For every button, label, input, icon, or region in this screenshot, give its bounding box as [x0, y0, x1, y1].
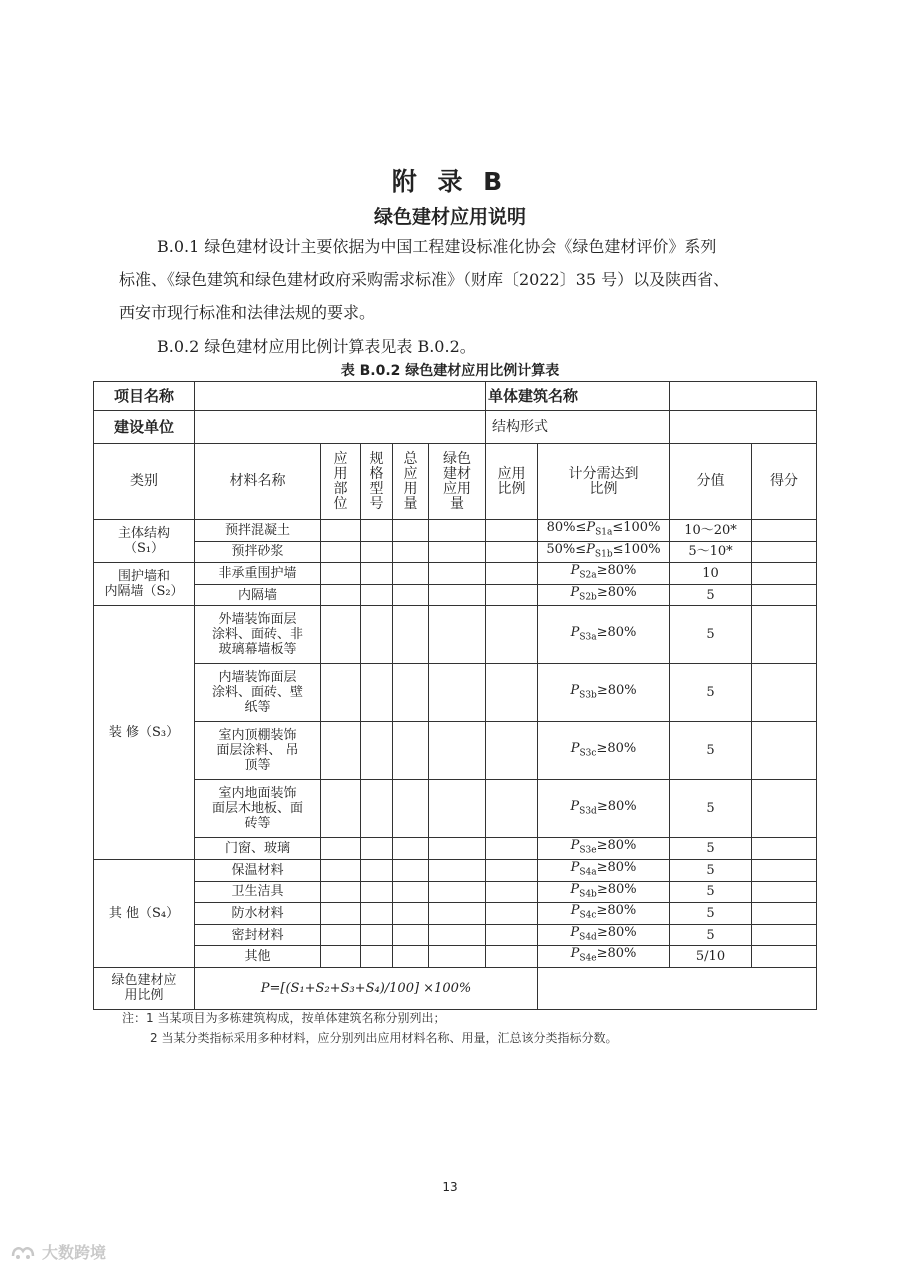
structure-label: 结构形式 — [486, 411, 670, 444]
empty-cell — [429, 903, 486, 925]
empty-cell — [429, 664, 486, 722]
header-spec: 规 格 型 号 — [361, 444, 393, 520]
material-name: 外墙装饰面层 涂料、面砖、非 玻璃幕墙板等 — [195, 606, 321, 664]
empty-cell — [393, 664, 429, 722]
material-name: 非承重围护墙 — [195, 563, 321, 585]
score-value: 5 — [670, 606, 752, 664]
required-ratio: $80\%\le P_{S1a}\le 100\%$ — [538, 520, 670, 542]
category-s1: 主体结构 （S₁） — [94, 520, 195, 563]
table-row — [94, 541, 817, 563]
required-ratio: $50\%\le P_{S1b}\le 100\%$ — [538, 541, 670, 563]
empty-cell — [393, 838, 429, 860]
empty-cell — [361, 722, 393, 780]
ratio-value — [538, 967, 817, 1009]
empty-cell — [321, 838, 361, 860]
table-caption: 表 B.0.2 绿色建材应用比例计算表 — [340, 363, 560, 379]
empty-cell — [429, 881, 486, 903]
empty-cell — [393, 563, 429, 585]
empty-cell — [321, 946, 361, 968]
table-row — [94, 382, 817, 411]
empty-cell — [486, 780, 538, 838]
table-row — [94, 881, 817, 903]
empty-cell — [393, 780, 429, 838]
empty-cell — [393, 946, 429, 968]
table-row — [94, 722, 817, 780]
paragraph-b01 — [119, 230, 819, 329]
building-name-label: 单体建筑名称 — [486, 382, 670, 411]
empty-cell — [393, 859, 429, 881]
score-value: 5 — [670, 924, 752, 946]
required-ratio: $P_{S4e}\ge 80\%$ — [538, 946, 670, 968]
material-name: 室内地面装饰 面层木地板、面 砖等 — [195, 780, 321, 838]
table-row — [94, 584, 817, 606]
empty-cell — [321, 664, 361, 722]
empty-cell — [393, 881, 429, 903]
required-ratio: $P_{S4b}\ge 80\%$ — [538, 881, 670, 903]
empty-cell — [429, 838, 486, 860]
score-value: 10～20* — [670, 520, 752, 542]
required-ratio: $P_{S3c}\ge 80\%$ — [538, 722, 670, 780]
material-name: 预拌砂浆 — [195, 541, 321, 563]
header-score: 得分 — [752, 444, 817, 520]
empty-cell — [321, 606, 361, 664]
empty-cell — [393, 606, 429, 664]
empty-cell — [321, 541, 361, 563]
material-name: 保温材料 — [195, 859, 321, 881]
header-green-amount: 绿色 建材 应用 量 — [429, 444, 486, 520]
note-2: 2 当某分类指标采用多种材料，应分别列出应用材料名称、用量，汇总该分类指标分数。 — [150, 1031, 618, 1045]
empty-cell — [429, 584, 486, 606]
material-name: 内墙装饰面层 涂料、面砖、壁 纸等 — [195, 664, 321, 722]
empty-cell — [486, 924, 538, 946]
empty-cell — [486, 541, 538, 563]
material-name: 室内顶棚装饰 面层涂料、 吊 顶等 — [195, 722, 321, 780]
empty-cell — [321, 859, 361, 881]
page-number: 13 — [442, 1180, 458, 1194]
table-row — [94, 664, 817, 722]
score-cell — [752, 924, 817, 946]
empty-cell — [393, 924, 429, 946]
paragraph-b02: B.0.2 绿色建材应用比例计算表见表 B.0.2。 — [157, 337, 476, 356]
empty-cell — [486, 606, 538, 664]
empty-cell — [393, 541, 429, 563]
empty-cell — [321, 780, 361, 838]
empty-cell — [321, 520, 361, 542]
category-s2: 围护墙和 内隔墙（S₂） — [94, 563, 195, 606]
material-name: 卫生洁具 — [195, 881, 321, 903]
empty-cell — [486, 722, 538, 780]
paragraph-line: 西安市现行标准和法律法规的要求。 — [119, 303, 376, 322]
score-cell — [752, 722, 817, 780]
score-value: 5 — [670, 859, 752, 881]
empty-cell — [361, 881, 393, 903]
score-value: 5 — [670, 838, 752, 860]
empty-cell — [429, 520, 486, 542]
project-name-value — [195, 382, 486, 411]
empty-cell — [393, 722, 429, 780]
empty-cell — [321, 881, 361, 903]
ratio-label: 绿色建材应 用比例 — [94, 967, 195, 1009]
empty-cell — [361, 859, 393, 881]
required-ratio: $P_{S3b}\ge 80\%$ — [538, 664, 670, 722]
score-cell — [752, 838, 817, 860]
table-row — [94, 903, 817, 925]
score-cell — [752, 520, 817, 542]
empty-cell — [361, 541, 393, 563]
material-name: 其他 — [195, 946, 321, 968]
required-ratio: $P_{S4d}\ge 80\%$ — [538, 924, 670, 946]
empty-cell — [361, 924, 393, 946]
empty-cell — [393, 520, 429, 542]
empty-cell — [429, 859, 486, 881]
empty-cell — [486, 664, 538, 722]
empty-cell — [429, 924, 486, 946]
category-s3: 装 修（S₃） — [94, 606, 195, 860]
required-ratio: $P_{S4a}\ge 80\%$ — [538, 859, 670, 881]
required-ratio: $P_{S3d}\ge 80\%$ — [538, 780, 670, 838]
empty-cell — [321, 903, 361, 925]
required-ratio: $P_{S2b}\ge 80\%$ — [538, 584, 670, 606]
project-name-label: 项目名称 — [94, 382, 195, 411]
required-ratio: $P_{S3e}\ge 80\%$ — [538, 838, 670, 860]
material-name: 内隔墙 — [195, 584, 321, 606]
empty-cell — [429, 780, 486, 838]
header-total: 总 应 用 量 — [393, 444, 429, 520]
building-name-value — [670, 382, 817, 411]
appendix-title: 附 录 B — [391, 167, 509, 196]
watermark-logo-icon — [10, 1242, 36, 1262]
score-cell — [752, 946, 817, 968]
category-s4: 其 他（S₄） — [94, 859, 195, 967]
table-row — [94, 924, 817, 946]
empty-cell — [486, 881, 538, 903]
empty-cell — [486, 584, 538, 606]
empty-cell — [429, 563, 486, 585]
score-value: 5 — [670, 881, 752, 903]
table-notes — [122, 1008, 617, 1048]
empty-cell — [486, 903, 538, 925]
score-cell — [752, 903, 817, 925]
score-cell — [752, 859, 817, 881]
empty-cell — [321, 924, 361, 946]
watermark-text: 大数跨境 — [42, 1243, 107, 1262]
empty-cell — [393, 584, 429, 606]
empty-cell — [321, 563, 361, 585]
header-apply-part: 应 用 部 位 — [321, 444, 361, 520]
empty-cell — [361, 664, 393, 722]
score-cell — [752, 563, 817, 585]
score-value: 5 — [670, 584, 752, 606]
watermark — [10, 1240, 106, 1263]
empty-cell — [361, 584, 393, 606]
green-material-table — [93, 381, 817, 1010]
appendix-subtitle: 绿色建材应用说明 — [373, 206, 526, 228]
material-name: 门窗、玻璃 — [195, 838, 321, 860]
score-cell — [752, 881, 817, 903]
table-row — [94, 520, 817, 542]
empty-cell — [361, 946, 393, 968]
material-name: 预拌混凝土 — [195, 520, 321, 542]
header-apply-ratio: 应用 比例 — [486, 444, 538, 520]
table-row — [94, 606, 817, 664]
table-row — [94, 946, 817, 968]
score-value: 5/10 — [670, 946, 752, 968]
score-cell — [752, 584, 817, 606]
empty-cell — [486, 563, 538, 585]
score-value: 5 — [670, 780, 752, 838]
builder-value — [195, 411, 486, 444]
empty-cell — [429, 541, 486, 563]
score-cell — [752, 541, 817, 563]
empty-cell — [429, 606, 486, 664]
table-row — [94, 563, 817, 585]
empty-cell — [321, 584, 361, 606]
table-row — [94, 411, 817, 444]
score-cell — [752, 664, 817, 722]
builder-label: 建设单位 — [94, 411, 195, 444]
structure-value — [670, 411, 817, 444]
note-1: 注：1 当某项目为多栋建筑构成，按单体建筑名称分别列出； — [122, 1011, 446, 1025]
header-required: 计分需达到 比例 — [538, 444, 670, 520]
score-value: 5 — [670, 722, 752, 780]
empty-cell — [486, 946, 538, 968]
header-category: 类别 — [94, 444, 195, 520]
empty-cell — [429, 722, 486, 780]
empty-cell — [486, 520, 538, 542]
empty-cell — [361, 780, 393, 838]
score-cell — [752, 606, 817, 664]
material-name: 防水材料 — [195, 903, 321, 925]
empty-cell — [361, 606, 393, 664]
required-ratio: $P_{S2a}\ge 80\%$ — [538, 563, 670, 585]
empty-cell — [361, 838, 393, 860]
ratio-formula: P=[(S₁+S₂+S₃+S₄)/100] ×100% — [195, 967, 538, 1009]
table-row — [94, 838, 817, 860]
empty-cell — [429, 946, 486, 968]
score-cell — [752, 780, 817, 838]
score-value: 5 — [670, 903, 752, 925]
table-header-row — [94, 444, 817, 520]
header-material: 材料名称 — [195, 444, 321, 520]
empty-cell — [321, 722, 361, 780]
score-value: 5 — [670, 664, 752, 722]
empty-cell — [361, 520, 393, 542]
empty-cell — [361, 563, 393, 585]
paragraph-line: B.0.1 绿色建材设计主要依据为中国工程建设标准化协会《绿色建材评价》系列 — [157, 237, 717, 256]
header-score-value: 分值 — [670, 444, 752, 520]
table-row — [94, 859, 817, 881]
empty-cell — [486, 859, 538, 881]
empty-cell — [393, 903, 429, 925]
score-value: 10 — [670, 563, 752, 585]
table-footer-row — [94, 967, 817, 1009]
required-ratio: $P_{S3a}\ge 80\%$ — [538, 606, 670, 664]
score-value: 5～10* — [670, 541, 752, 563]
empty-cell — [486, 838, 538, 860]
material-name: 密封材料 — [195, 924, 321, 946]
empty-cell — [361, 903, 393, 925]
required-ratio: $P_{S4c}\ge 80\%$ — [538, 903, 670, 925]
paragraph-line: 标准、《绿色建筑和绿色建材政府采购需求标准》（财库〔2022〕35 号）以及陕西省、 — [119, 270, 730, 289]
table-row — [94, 780, 817, 838]
